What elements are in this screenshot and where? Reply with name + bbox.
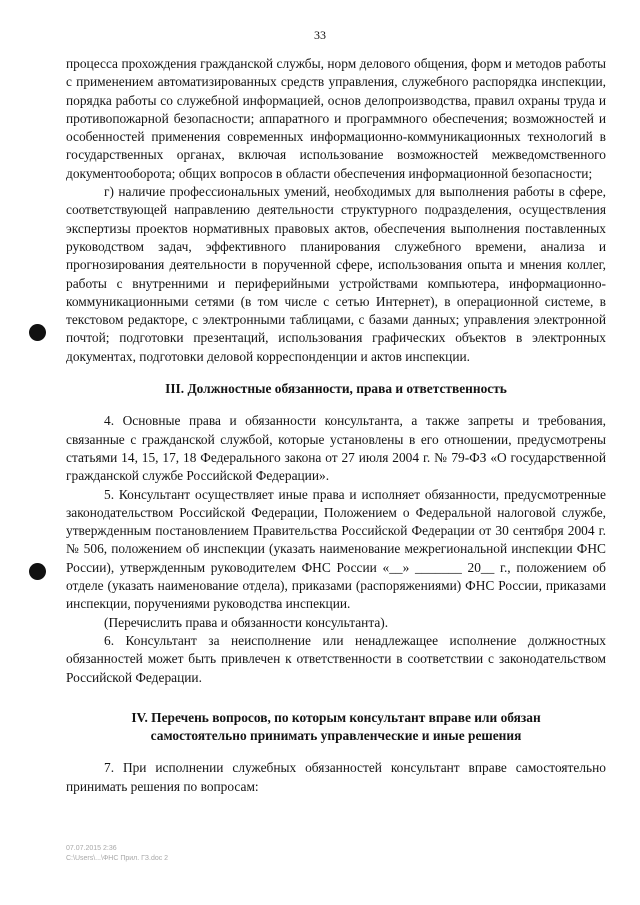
paragraph-professional-skills: г) наличие профессиональных умений, необходимых для выполнения работы в сфере, соответствующей направлению деятельности структурного подразделения, осуществления экспертизы проектов нормативных правовых актов, обеспечения выполнения поставленных руководством задач, эффективного планирования служебного времени, анализа и прогнозирования деятельности в порученной сфере, использования опыта и мнения коллег, работы с внутренними и периферийными устройствами компьютера, информационно-коммуникационными сетями (в том числе с сетью Интернет), в операционной системе, в текстовом редакторе, с электронными таблицами, с базами данных; управления электронной почтой; подготовки презентаций, использования графических объектов в электронных документах, подготовки деловой корреспонденции и актов инспекции.: [66, 184, 606, 364]
paragraph-knowledge-continuation: процесса прохождения гражданской службы, норм делового общения, форм и методов работы с применением автоматизированных средств управления, служебного распорядка инспекции, порядка работы со служебной информацией, основ делопроизводства, правил охраны труда и противопожарной безопасности; аппаратного и программного обеспечения; возможностей и особенностей применения современных информационно-коммуникационных технологий в государственных органах, включая использование возможностей межведомственного документооборота; общих вопросов в области обеспечения информационной безопасности;: [66, 56, 606, 181]
punch-hole-bottom: [29, 563, 46, 580]
section-heading-iv-line1: IV. Перечень вопросов, по которым консультант вправе или обязан: [131, 709, 541, 725]
footer-stamp-line2: С:\Users\...\ФНС Прил. ГЗ.doc 2: [66, 855, 169, 862]
footer-stamp-line1: 07.07.2015 2:36: [66, 845, 117, 852]
section-heading-iv-line2: самостоятельно принимать управленческие и иные решения: [150, 728, 522, 744]
paragraph-item-5: 5. Консультант осуществляет иные права и исполняет обязанности, предусмотренные законодательством Российской Федерации, Положением о Федеральной налоговой службе, утвержденным постановлением Правительства Российской Федерации от 30 сентября 2004 г. № 506, положением об инспекции (указать наименование межрегиональной инспекции ФНС России), утвержденным руководителем ФНС России «__» _______ 20__ г., положением об отделе (указать наименование отдела), приказами (распоряжениями) ФНС России, приказами инспекции, поручениями руководства инспекции.: [66, 486, 606, 612]
page-number: 33: [314, 28, 326, 42]
paragraph-item-5-note: (Перечислить права и обязанности консультанта).: [104, 614, 389, 630]
section-heading-iii: III. Должностные обязанности, права и ответственность: [165, 381, 507, 397]
document-body: [66, 55, 606, 796]
paragraph-item-4: 4. Основные права и обязанности консультанта, а также запреты и требования, связанные с гражданской службой, которые установлены в его отношении, предусмотрены статьями 14, 15, 17, 18 Федерального закона от 27 июля 2004 г. № 79-ФЗ «О государственной гражданской службе Российской Федерации».: [66, 413, 606, 484]
footer-stamp: [66, 844, 168, 864]
section-heading-iv: [66, 709, 606, 746]
punch-hole-top: [29, 324, 46, 341]
paragraph-item-6: 6. Консультант за неисполнение или ненадлежащее исполнение должностных обязанностей может быть привлечен к ответственности в соответствии с законодательством Российской Федерации.: [66, 632, 606, 685]
paragraph-item-7: 7. При исполнении служебных обязанностей консультант вправе самостоятельно принимать решения по вопросам:: [66, 760, 606, 794]
